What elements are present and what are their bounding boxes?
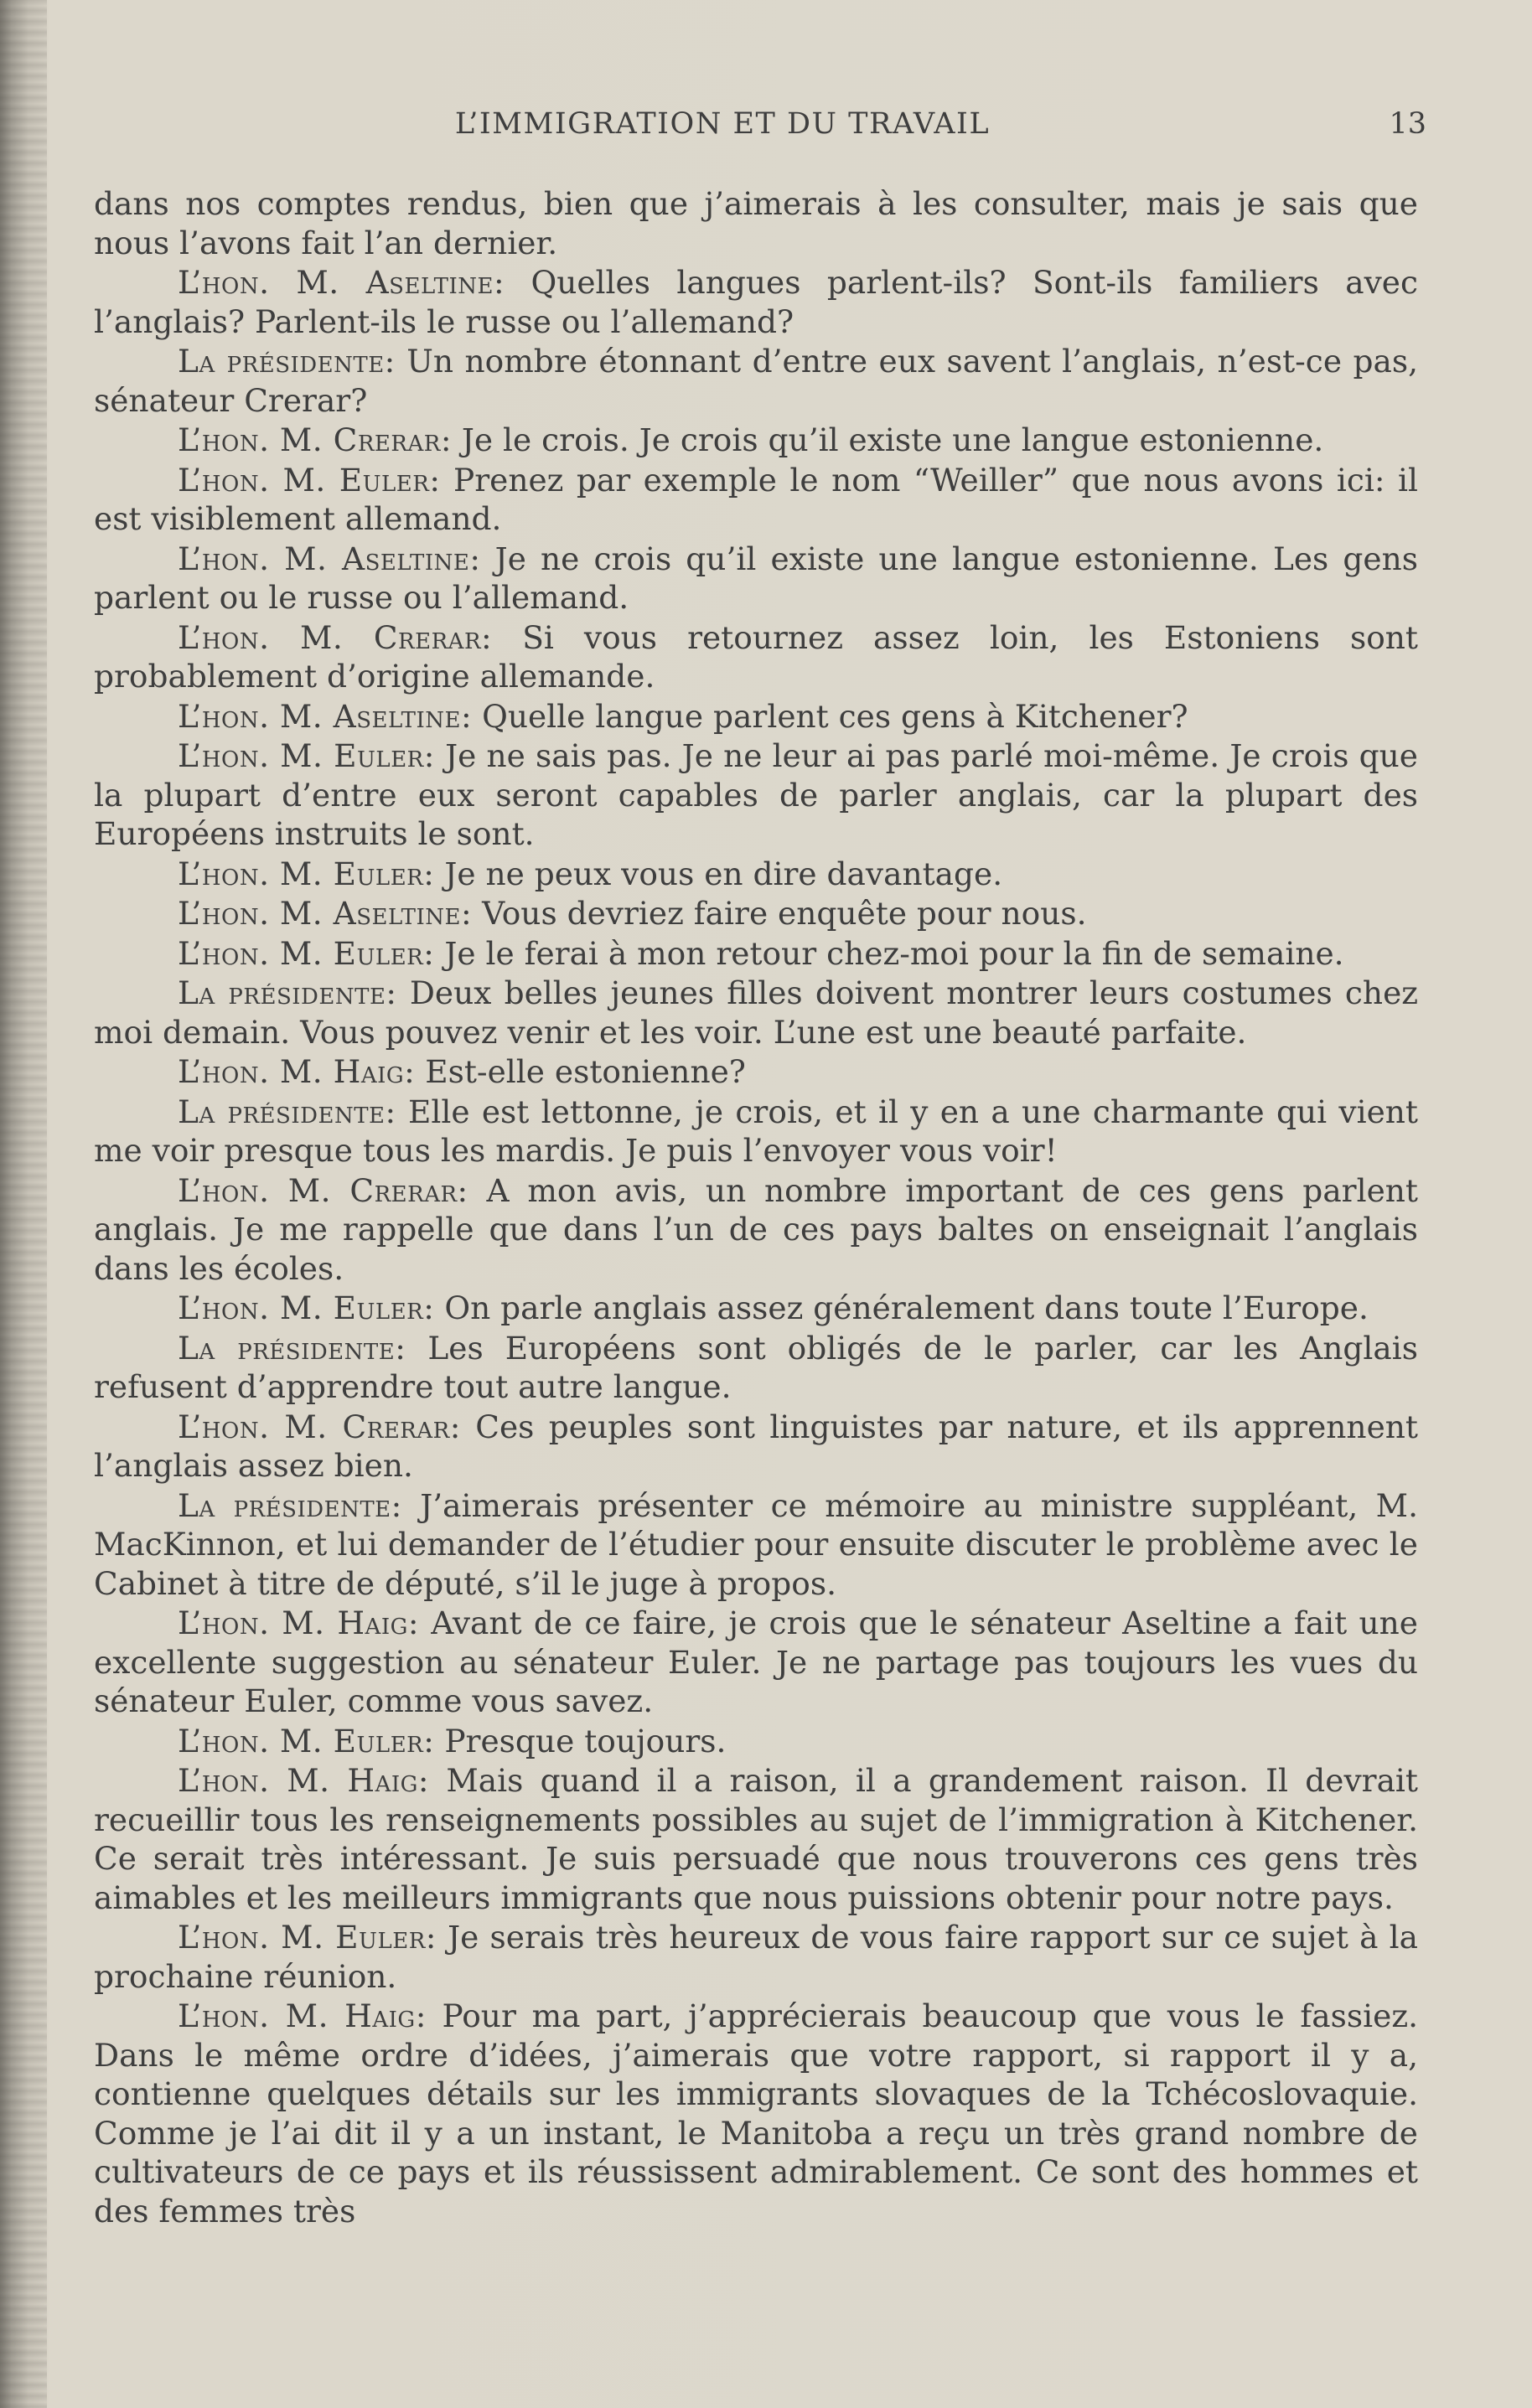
paragraph-text: On parle anglais assez généralement dans toute l’Europe. bbox=[444, 1289, 1369, 1326]
paragraph bbox=[94, 1997, 1418, 2230]
paragraph bbox=[94, 934, 1418, 974]
speaker-label: La présidente: bbox=[178, 974, 397, 1011]
paragraph-text: Mais quand il a raison, il a grandement raison. Il devrait recueillir tous les renseignements possibles au sujet de l’immigration à Kitchener. Ce serait très intéressant. Je suis persuadé que nous trouverons ces gens très aimables et les meilleurs immigrants que nous puissions obtenir pour notre pays. bbox=[94, 1762, 1418, 1916]
paragraph bbox=[94, 1486, 1418, 1604]
paragraph bbox=[94, 1761, 1418, 1917]
paragraph-text: Je ne peux vous en dire davantage. bbox=[444, 855, 1003, 892]
speaker-label: L’hon. M. Euler: bbox=[178, 1289, 435, 1326]
paragraph-text: Un nombre étonnant d’entre eux savent l’anglais, n’est-ce pas, sénateur Crerar? bbox=[94, 343, 1419, 419]
paragraph bbox=[94, 421, 1418, 460]
speaker-label: L’hon. M. Haig: bbox=[178, 1997, 427, 2034]
paragraph-text: dans nos comptes rendus, bien que j’aimerais à les consulter, mais je sais que nous l’avons fait l’an dernier. bbox=[94, 185, 1418, 261]
speaker-label: L’hon. M. Euler: bbox=[178, 855, 435, 892]
paragraph-text: Je le ferai à mon retour chez-moi pour la fin de semaine. bbox=[444, 934, 1344, 972]
binding-edge bbox=[0, 0, 47, 2408]
paragraph bbox=[94, 461, 1418, 539]
page-header bbox=[94, 107, 1426, 149]
paragraph-text: Les Européens sont obligés de le parler, car les Anglais refusent d’apprendre tout autre langue. bbox=[94, 1329, 1418, 1405]
speaker-label: L’hon. M. Euler: bbox=[178, 737, 435, 774]
paragraph bbox=[94, 1329, 1418, 1407]
paragraph-text: J’aimerais présenter ce mémoire au ministre suppléant, M. MacKinnon, et lui demander de l’étudier pour ensuite discuter le problème avec le Cabinet à titre de député, s’il le juge à propos. bbox=[94, 1486, 1418, 1602]
paragraph bbox=[94, 1289, 1418, 1328]
paragraph-text: Elle est lettonne, je crois, et il y en a une charmante qui vient me voir presque tous les mardis. Je puis l’envoyer vous voir! bbox=[94, 1093, 1418, 1169]
paragraph bbox=[94, 1918, 1418, 1996]
paragraph bbox=[94, 1408, 1418, 1486]
paragraph-text: A mon avis, un nombre important de ces gens parlent anglais. Je me rappelle que dans l’un de ces pays baltes on enseignait l’anglais dans les écoles. bbox=[94, 1171, 1419, 1287]
paragraph-text: Avant de ce faire, je crois que le sénateur Aseltine a fait une excellente suggestion au sénateur Euler. Je ne partage pas toujours les vues du sénateur Euler, comme vous savez. bbox=[94, 1604, 1419, 1719]
speaker-label: L’hon. M. Euler: bbox=[178, 934, 435, 972]
paragraph-text: Deux belles jeunes filles doivent montrer leurs costumes chez moi demain. Vous pouvez venir et les voir. L’une est une beauté parfaite. bbox=[94, 974, 1419, 1051]
speaker-label: L’hon. M. Euler: bbox=[178, 1919, 437, 1956]
paragraph bbox=[94, 1171, 1418, 1289]
paragraph-text: Prenez par exemple le nom “Weiller” que nous avons ici: il est visiblement allemand. bbox=[94, 461, 1418, 537]
speaker-label: La présidente: bbox=[178, 343, 396, 380]
paragraph-text: Quelles langues parlent-ils? Sont-ils familiers avec l’anglais? Parlent-ils le russe ou l’allemand? bbox=[94, 264, 1418, 340]
speaker-label: L’hon. M. Aseltine: bbox=[178, 697, 473, 735]
paragraph-text: Est-elle estonienne? bbox=[425, 1053, 746, 1090]
paragraph bbox=[94, 540, 1418, 618]
speaker-label: L’hon. M. Haig: bbox=[178, 1762, 430, 1799]
speaker-label: L’hon. M. Euler: bbox=[178, 461, 441, 499]
paragraph bbox=[94, 342, 1418, 420]
speaker-label: L’hon. M. Aseltine: bbox=[178, 264, 505, 301]
paragraph bbox=[94, 736, 1418, 854]
speaker-label: La présidente: bbox=[178, 1486, 402, 1524]
paragraph-text: Je ne sais pas. Je ne leur ai pas parlé moi-même. Je crois que la plupart d’entre eux seront capables de parler anglais, car la plupart des Européens instruits le sont. bbox=[94, 737, 1418, 852]
transcript-body bbox=[94, 184, 1418, 2231]
speaker-label: L’hon. M. Haig: bbox=[178, 1604, 420, 1641]
paragraph bbox=[94, 697, 1418, 736]
paragraph-text: Je le crois. Je crois qu’il existe une langue estonienne. bbox=[461, 421, 1324, 458]
speaker-label: L’hon. M. Crerar: bbox=[178, 618, 493, 656]
paragraph bbox=[94, 263, 1418, 341]
paragraph bbox=[94, 894, 1418, 933]
paragraph-text: Presque toujours. bbox=[444, 1722, 727, 1759]
paragraph bbox=[94, 855, 1418, 894]
paragraph bbox=[94, 184, 1418, 262]
paragraph bbox=[94, 974, 1418, 1052]
speaker-label: L’hon. M. Crerar: bbox=[178, 1408, 461, 1445]
running-title: L’IMMIGRATION ET DU TRAVAIL bbox=[454, 107, 991, 141]
paragraph bbox=[94, 1604, 1418, 1721]
paragraph-text: Vous devriez faire enquête pour nous. bbox=[482, 895, 1087, 932]
paragraph bbox=[94, 1052, 1418, 1092]
paragraph-text: Si vous retournez assez loin, les Estoniens sont probablement d’origine allemande. bbox=[94, 618, 1418, 695]
paragraph-text: Je serais très heureux de vous faire rapport sur ce sujet à la prochaine réunion. bbox=[94, 1919, 1419, 1995]
speaker-label: L’hon. M. Aseltine: bbox=[178, 540, 481, 577]
speaker-label: La présidente: bbox=[178, 1093, 396, 1130]
page-number: 13 bbox=[1389, 107, 1426, 141]
speaker-label: L’hon. M. Haig: bbox=[178, 1053, 416, 1090]
paragraph bbox=[94, 618, 1418, 696]
paragraph bbox=[94, 1722, 1418, 1761]
speaker-label: La présidente: bbox=[178, 1329, 406, 1367]
speaker-label: L’hon. M. Aseltine: bbox=[178, 895, 473, 932]
paragraph-text: Je ne crois qu’il existe une langue estonienne. Les gens parlent ou le russe ou l’allemand. bbox=[94, 540, 1418, 616]
paragraph-text: Ces peuples sont linguistes par nature, et ils apprennent l’anglais assez bien. bbox=[94, 1408, 1418, 1484]
speaker-label: L’hon. M. Crerar: bbox=[178, 1171, 468, 1209]
paragraph bbox=[94, 1093, 1418, 1170]
speaker-label: L’hon. M. Crerar: bbox=[178, 421, 452, 458]
speaker-label: L’hon. M. Euler: bbox=[178, 1722, 435, 1759]
paragraph-text: Pour ma part, j’apprécierais beaucoup que vous le fassiez. Dans le même ordre d’idées, j’aimerais que votre rapport, si rapport il y a, contienne quelques détails sur les immigrants slovaques de la Tchécoslovaquie. Comme je l’ai dit il y a un instant, le Manitoba a reçu un très grand nombre de cultivateurs de ce pays et ils réussissent admirablement. Ce sont des hommes et des femmes très bbox=[94, 1997, 1418, 2230]
paragraph-text: Quelle langue parlent ces gens à Kitchener? bbox=[482, 697, 1188, 735]
